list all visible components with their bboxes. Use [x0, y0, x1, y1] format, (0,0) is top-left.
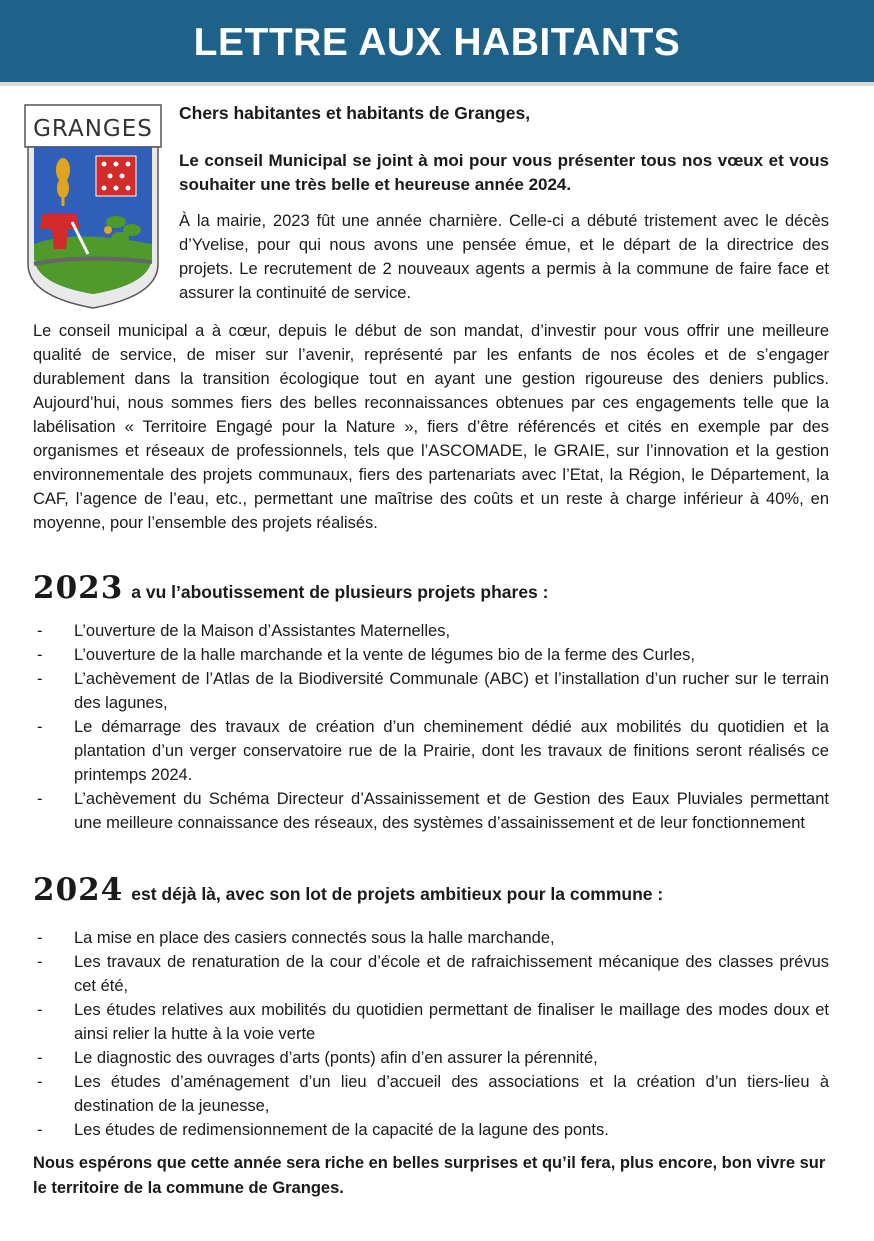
bullet-dash: - [37, 670, 43, 688]
body-paragraph: Le conseil municipal a à cœur, depuis le début de son mandat, d’investir pour vous offrir une meilleure qualité de service, de miser sur l’avenir, représenté par les enfants de nos écoles et de s’engager durablement dans la transition écologique tout en ayant une gestion rigoureuse des deniers publics. Aujourd’hui, nous sommes fiers des belles reconnaissances obtenues par ces engagements telle que la labélisation « Territoire Engagé pour la Nature », fiers d’être référencés et cités en exemple par des organismes et réseaux de professionnels, tels que l’ASCOMADE, le GRAIE, sur l’innovation et la gestion environnementale des projets communaux, fiers des partenariats avec l’Etat, la Région, le Département, la CAF, l’agence de l’eau, etc., permettant une maîtrise des coûts et un reste à charge inférieur à 40%, en moyenne, pour l’ensemble des projets réalisés. [33, 322, 829, 532]
new-year-wishes: Le conseil Municipal se joint à moi pour vous présenter tous nos vœux et vous souhaiter une très belle et heureuse année 2024. [179, 151, 829, 194]
list-item [33, 926, 829, 950]
list-item-text: Les études de redimensionnement de la capacité de la lagune des ponts. [74, 1121, 609, 1139]
list-item-text: L’ouverture de la halle marchande et la vente de légumes bio de la ferme des Curles, [74, 646, 695, 664]
projects-2023-list [33, 619, 829, 835]
bullet-dash: - [37, 1049, 43, 1067]
section-2024-title: est déjà là, avec son lot de projets ambitieux pour la commune : [131, 884, 664, 904]
list-item [33, 998, 829, 1046]
list-item [33, 1118, 829, 1142]
bullet-dash: - [37, 1121, 43, 1139]
list-item-text: Le démarrage des travaux de création d’un cheminement dédié aux mobilités du quotidien et la plantation d’un verger conservatoire rue de la Prairie, dont les travaux de finitions seront réalisés ce printemps 2024. [74, 718, 829, 784]
list-item-text: La mise en place des casiers connectés sous la halle marchande, [74, 929, 555, 947]
bullet-dash: - [37, 646, 43, 664]
section-2023-title: a vu l’aboutissement de plusieurs projets phares : [131, 582, 549, 602]
list-item-text: Les études d’aménagement d’un lieu d’accueil des associations et la création d’un tiers-lieu à destination de la jeunesse, [74, 1073, 829, 1115]
list-item [33, 619, 829, 643]
bullet-dash: - [37, 622, 43, 640]
list-item [33, 1070, 829, 1118]
list-item-text: L’achèvement du Schéma Directeur d’Assainissement et de Gestion des Eaux Pluviales permettant une meilleure connaissance des réseaux, des systèmes d’assainissement et de leur fonctionnement [74, 790, 829, 832]
section-2024-heading [33, 872, 663, 908]
list-item [33, 667, 829, 715]
closing-paragraph: Nous espérons que cette année sera riche en belles surprises et qu’il fera, plus encore, bon vivre sur le territoire de la commune de Granges. [33, 1154, 826, 1197]
intro-paragraph: À la mairie, 2023 fût une année charnière. Celle-ci a débuté tristement avec le décès d’Yvelise, pour qui nous avons une pensée émue, et le départ de la directrice des projets. Le recrutement de 2 nouveaux agents a permis à la commune de faire face et assurer la continuité de service. [179, 212, 829, 302]
section-2023-heading [33, 570, 548, 606]
bullet-dash: - [37, 790, 43, 808]
granges-crest-logo [24, 104, 162, 309]
list-item-text: Les travaux de renaturation de la cour d’école et de rafraichissement mécanique des classes prévus cet été, [74, 953, 829, 995]
projects-2024-list [33, 926, 829, 1142]
bullet-dash: - [37, 718, 43, 736]
list-item [33, 950, 829, 998]
year-2024: 2024 [33, 872, 124, 908]
bullet-dash: - [37, 953, 43, 971]
list-item-text: L’achèvement de l’Atlas de la Biodiversité Communale (ABC) et l’installation d’un rucher sur le terrain des lagunes, [74, 670, 829, 712]
list-item-text: L’ouverture de la Maison d’Assistantes Maternelles, [74, 622, 451, 640]
list-item-text: Les études relatives aux mobilités du quotidien permettant de finaliser le maillage des modes doux et ainsi relier la hutte à la voie verte [74, 1001, 829, 1043]
list-item [33, 715, 829, 787]
page-title: LETTRE AUX HABITANTS [193, 21, 681, 64]
greeting: Chers habitantes et habitants de Granges, [179, 103, 531, 123]
svg-text:GRANGES: GRANGES [33, 116, 153, 142]
bullet-dash: - [37, 929, 43, 947]
list-item [33, 787, 829, 835]
list-item [33, 1046, 829, 1070]
bullet-dash: - [37, 1073, 43, 1091]
bullet-dash: - [37, 1001, 43, 1019]
header-banner [0, 0, 874, 86]
year-2023: 2023 [33, 570, 124, 606]
list-item [33, 643, 829, 667]
list-item-text: Le diagnostic des ouvrages d’arts (ponts) afin d’en assurer la pérennité, [74, 1049, 598, 1067]
